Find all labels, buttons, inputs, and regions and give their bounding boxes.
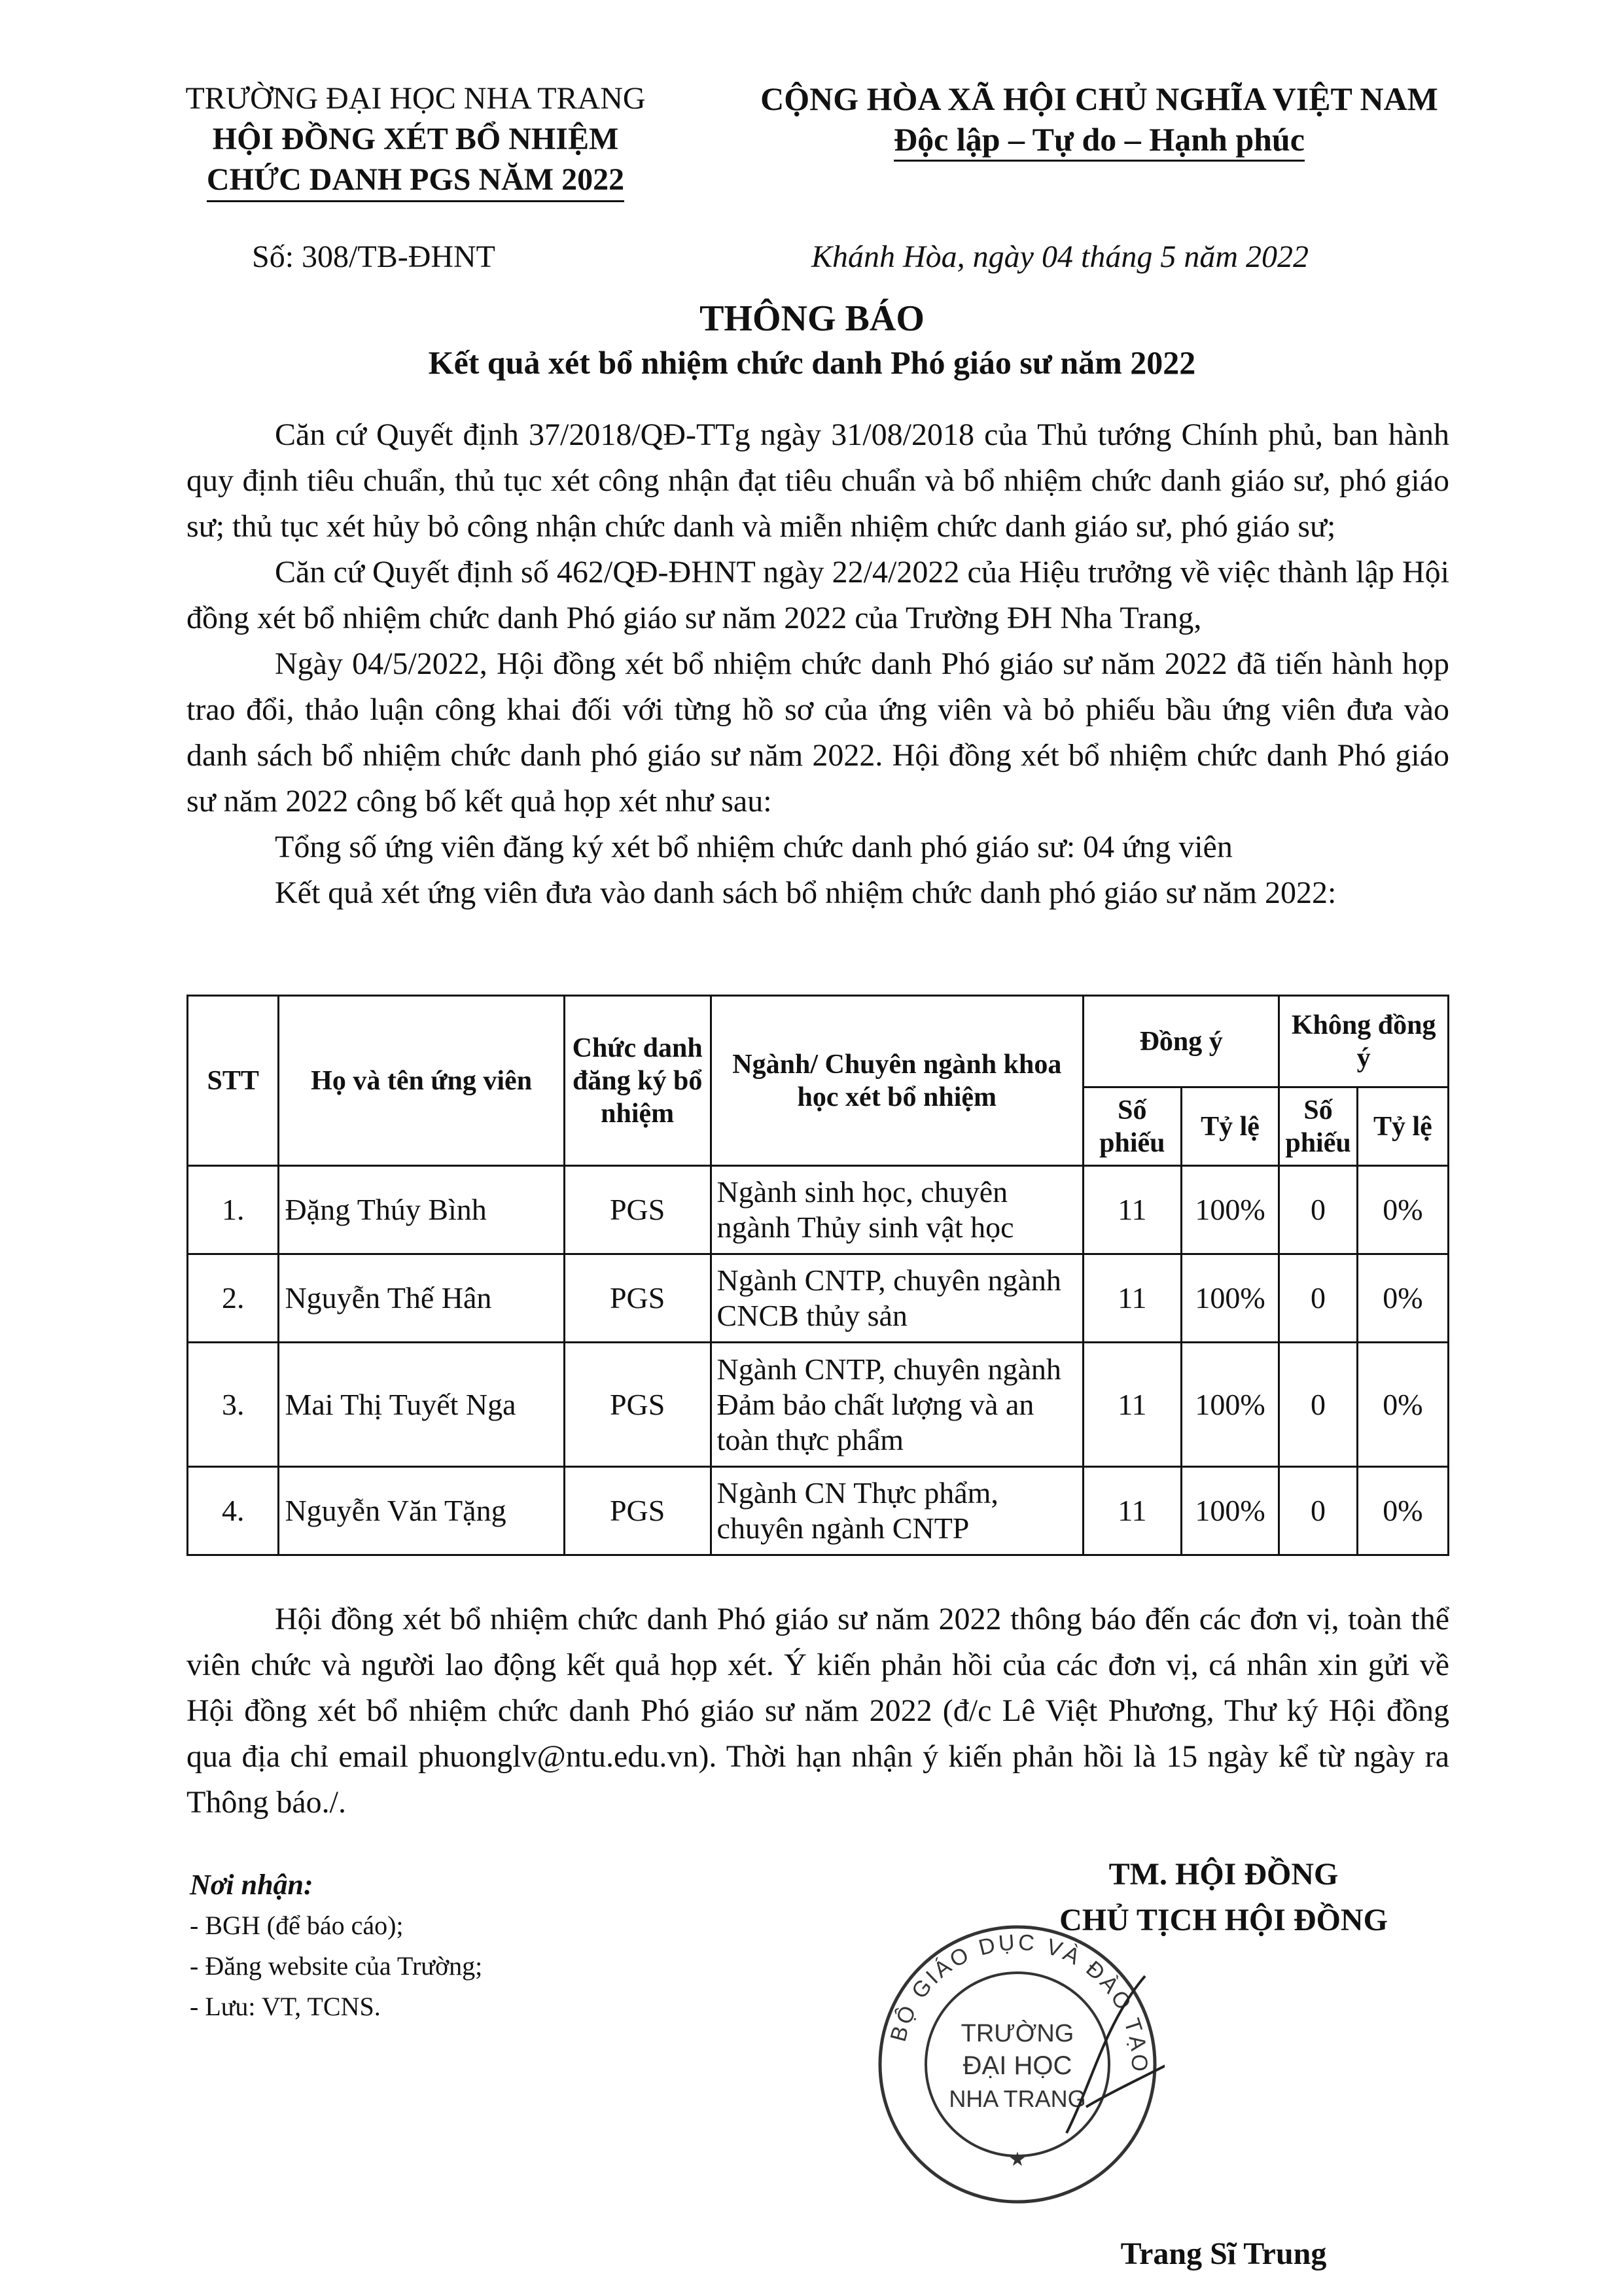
cell-agree-votes: 11 <box>1084 1254 1182 1343</box>
issuer-council-title: CHỨC DANH PGS NĂM 2022 <box>207 160 624 202</box>
cell-title: PGS <box>564 1254 711 1343</box>
cell-name: Mai Thị Tuyết Nga <box>279 1343 564 1467</box>
cell-disagree-ratio: 0% <box>1357 1343 1448 1467</box>
cell-disagree-votes: 0 <box>1279 1467 1357 1555</box>
issuer-block <box>131 79 700 202</box>
recipient-item: - Lưu: VT, TCNS. <box>190 1992 381 2021</box>
header-disagree-ratio: Tỷ lệ <box>1357 1087 1448 1166</box>
cell-field: Ngành CN Thực phẩm, chuyên ngành CNTP <box>711 1467 1084 1555</box>
document-title: THÔNG BÁO <box>699 298 925 339</box>
header-title: Chức danh đăng ký bổ nhiệm <box>564 996 711 1166</box>
svg-text:BỘ GIÁO DỤC VÀ ĐÀO TẠO: BỘ GIÁO DỤC VÀ ĐÀO TẠO <box>885 1930 1152 2074</box>
cell-field: Ngành sinh học, chuyên ngành Thủy sinh vật học <box>711 1166 1084 1254</box>
header-agree-votes: Số phiếu <box>1084 1087 1182 1166</box>
recipients-heading: Nơi nhận: <box>190 1869 313 1901</box>
table-row <box>188 1343 1449 1467</box>
paragraph-result-intro: Kết quả xét ứng viên đưa vào danh sách bổ nhiệm chức danh phó giáo sư năm 2022: <box>275 875 1337 910</box>
paragraph-legal-basis-2: Căn cứ Quyết định số 462/QĐ-ĐHNT ngày 22/4/2022 của Hiệu trưởng về việc thành lập Hội đồng xét bổ nhiệm chức danh Phó giáo sư năm 2022 của Trường ĐH Nha Trang, <box>186 555 1449 635</box>
cell-agree-ratio: 100% <box>1181 1166 1279 1254</box>
cell-agree-ratio: 100% <box>1181 1343 1279 1467</box>
document-subtitle: Kết quả xét bổ nhiệm chức danh Phó giáo sư năm 2022 <box>428 344 1196 381</box>
issuer-university: TRƯỜNG ĐẠI HỌC NHA TRANG <box>185 81 646 116</box>
cell-stt: 2. <box>188 1254 279 1343</box>
header-agree-ratio: Tỷ lệ <box>1181 1087 1279 1166</box>
cell-disagree-ratio: 0% <box>1357 1166 1448 1254</box>
header-disagree: Không đồng ý <box>1279 996 1449 1087</box>
official-seal-icon <box>870 1917 1165 2212</box>
header-agree: Đồng ý <box>1084 996 1279 1087</box>
issuer-council: HỘI ĐỒNG XÉT BỔ NHIỆM <box>212 122 619 156</box>
results-table <box>186 995 1449 1556</box>
header-field: Ngành/ Chuyên ngành khoa học xét bổ nhiệm <box>711 996 1084 1166</box>
cell-disagree-votes: 0 <box>1279 1254 1357 1343</box>
svg-text:TRƯỜNG: TRƯỜNG <box>961 2020 1074 2047</box>
recipient-item: - BGH (để báo cáo); <box>190 1911 404 1940</box>
header-stt: STT <box>188 996 279 1166</box>
svg-text:ĐẠI HỌC: ĐẠI HỌC <box>962 2051 1072 2080</box>
cell-stt: 4. <box>188 1467 279 1555</box>
cell-stt: 1. <box>188 1166 279 1254</box>
signature-line-1: TM. HỘI ĐỒNG <box>1108 1857 1339 1892</box>
recipient-item: - Đăng website của Trường; <box>190 1951 483 1981</box>
header-name: Họ và tên ứng viên <box>279 996 564 1166</box>
cell-disagree-votes: 0 <box>1279 1166 1357 1254</box>
paragraph-meeting: Ngày 04/5/2022, Hội đồng xét bổ nhiệm chức danh Phó giáo sư năm 2022 đã tiến hành họp trao đổi, thảo luận công khai đối với từng hồ sơ của ứng viên và bỏ phiếu bầu ứng viên đưa vào danh sách bổ nhiệm chức danh phó giáo sư năm 2022. Hội đồng xét bổ nhiệm chức danh Phó giáo sư năm 2022 công bố kết quả họp xét như sau: <box>186 646 1449 819</box>
cell-agree-votes: 11 <box>1084 1467 1182 1555</box>
table-row <box>188 1467 1449 1555</box>
national-title: CỘNG HÒA XÃ HỘI CHỦ NGHĨA VIỆT NAM <box>760 80 1438 117</box>
closing-block <box>186 1597 1449 1826</box>
closing-paragraph: Hội đồng xét bổ nhiệm chức danh Phó giáo sư năm 2022 thông báo đến các đơn vị, toàn thể viên chức và người lao động kết quả họp xét. Ý kiến phản hồi của các đơn vị, cá nhân xin gửi về Hội đồng xét bổ nhiệm chức danh Phó giáo sư năm 2022 (đ/c Lê Việt Phương, Thư ký Hội đồng qua địa chỉ email phuonglv@ntu.edu.vn). Thời hạn nhận ý kiến phản hồi là 15 ngày kể từ ngày ra Thông báo./. <box>186 1602 1449 1820</box>
cell-disagree-votes: 0 <box>1279 1343 1357 1467</box>
cell-field: Ngành CNTP, chuyên ngành Đảm bảo chất lượng và an toàn thực phẩm <box>711 1343 1084 1467</box>
cell-field: Ngành CNTP, chuyên ngành CNCB thủy sản <box>711 1254 1084 1343</box>
cell-agree-votes: 11 <box>1084 1166 1182 1254</box>
header-disagree-votes: Số phiếu <box>1279 1087 1357 1166</box>
cell-name: Đặng Thúy Bình <box>279 1166 564 1254</box>
table-row <box>188 1166 1449 1254</box>
body-paragraphs <box>186 412 1449 916</box>
recipients-block <box>190 1865 482 2027</box>
cell-title: PGS <box>564 1343 711 1467</box>
national-motto: Độc lập – Tự do – Hạnh phúc <box>894 119 1305 162</box>
cell-agree-votes: 11 <box>1084 1343 1182 1467</box>
signer-name: Trang Sĩ Trung <box>1120 2236 1327 2271</box>
document-number: Số: 308/TB-ĐHNT <box>252 239 495 274</box>
cell-title: PGS <box>564 1166 711 1254</box>
svg-text:NHA TRANG: NHA TRANG <box>949 2085 1086 2112</box>
signature-line-2: CHỦ TỊCH HỘI ĐỒNG <box>1059 1903 1388 1937</box>
paragraph-legal-basis-1: Căn cứ Quyết định 37/2018/QĐ-TTg ngày 31/08/2018 của Thủ tướng Chính phủ, ban hành quy định tiêu chuẩn, thủ tục xét công nhận đạt tiêu chuẩn và bổ nhiệm chức danh giáo sư, phó giáo sư; thủ tục xét hủy bỏ công nhận chức danh và miễn nhiệm chức danh giáo sư, phó giáo sư; <box>186 417 1449 544</box>
cell-stt: 3. <box>188 1343 279 1467</box>
document-date: Khánh Hòa, ngày 04 tháng 5 năm 2022 <box>811 239 1309 274</box>
cell-title: PGS <box>564 1467 711 1555</box>
table-row <box>188 1254 1449 1343</box>
cell-disagree-ratio: 0% <box>1357 1467 1448 1555</box>
cell-name: Nguyễn Văn Tặng <box>279 1467 564 1555</box>
cell-agree-ratio: 100% <box>1181 1467 1279 1555</box>
cell-disagree-ratio: 0% <box>1357 1254 1448 1343</box>
cell-agree-ratio: 100% <box>1181 1254 1279 1343</box>
cell-name: Nguyễn Thế Hân <box>279 1254 564 1343</box>
paragraph-total: Tổng số ứng viên đăng ký xét bổ nhiệm chức danh phó giáo sư: 04 ứng viên <box>275 830 1233 864</box>
national-header <box>720 79 1479 162</box>
svg-text:★: ★ <box>1008 2148 1027 2171</box>
